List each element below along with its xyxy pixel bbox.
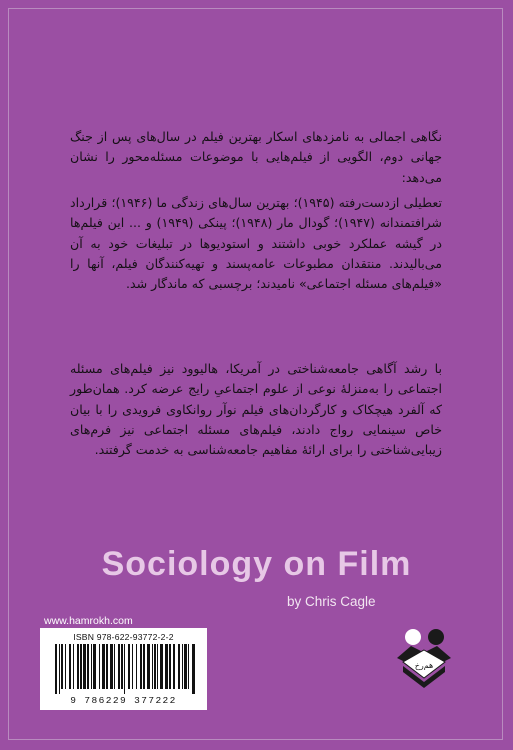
- barcode-bar: [73, 644, 74, 689]
- barcode-panel: [40, 628, 207, 710]
- barcode-bar: [132, 644, 133, 689]
- barcode-bar: [110, 644, 113, 689]
- barcode-bar: [157, 644, 158, 689]
- barcode-bar: [124, 644, 125, 694]
- book-title: Sociology on Film: [101, 545, 412, 583]
- barcode-bar: [93, 644, 96, 689]
- barcode-bar: [147, 644, 150, 689]
- isbn-number: ISBN 978-622-93772-2-2: [73, 632, 174, 642]
- barcode-bar: [80, 644, 82, 689]
- barcode-bar: [178, 644, 180, 689]
- barcode-bar: [114, 644, 115, 689]
- barcode-bar: [106, 644, 108, 689]
- barcode-bar: [154, 644, 156, 689]
- publisher-website[interactable]: www.hamrokh.com: [44, 615, 133, 627]
- barcode-bar: [55, 644, 57, 694]
- paragraph-film-list: [70, 193, 442, 294]
- paragraph-text: تعطیلی ازدست‌رفته (۱۹۴۵)؛ بهترین سال‌های زندگی ما (۱۹۴۶)؛ قرارداد شرافتمندانه (۱۹۴۷)؛ گودال مار (۱۹۴۸)؛ پینکی (۱۹۴۹) و ... این فیلم‌ها در گیشه عملکرد خوبی داشتند و استودیوها در تبلیغات خود به آن می‌بالیدند. منتقدان مطبوعات عامه‌پسند و تهیه‌کنندگان فیلم، آنها را «فیلم‌های مسئله اجتماعی» نامیدند؛ برچسبی که ماندگار شد.: [70, 195, 442, 292]
- paragraph-text: نگاهی اجمالی به نامزدهای اسکار بهترین فیلم در سال‌های پس از جنگ جهانی دوم، الگویی از فیلم‌هایی با موضوعات مسئله‌محور را نشان می‌دهد:: [70, 129, 442, 185]
- barcode-bar: [184, 644, 187, 689]
- paragraph-intro: [70, 127, 442, 188]
- author-byline: by Chris Cagle: [287, 594, 376, 609]
- barcode-bar: [165, 644, 168, 689]
- barcode-bar: [91, 644, 92, 689]
- barcode-bar: [192, 644, 195, 694]
- barcode-bar: [59, 644, 60, 694]
- barcode-bar: [65, 644, 66, 689]
- barcode-bar: [83, 644, 86, 689]
- barcode-bar: [143, 644, 145, 689]
- barcode-bar: [118, 644, 120, 689]
- barcode-digits: 9 786229 377222: [70, 695, 177, 706]
- barcode-bar: [169, 644, 171, 689]
- publisher-logo-icon: [393, 628, 455, 688]
- barcode-bar: [69, 644, 71, 689]
- logo-lettering: هم‌رخ: [414, 661, 434, 670]
- barcode-bar: [121, 644, 123, 689]
- barcode-bar: [99, 644, 100, 689]
- barcode-bar: [87, 644, 89, 689]
- barcode-bar: [140, 644, 142, 689]
- barcode-bar: [61, 644, 63, 689]
- barcode-bar: [128, 644, 130, 689]
- barcode-bar: [160, 644, 163, 689]
- barcode-bar: [182, 644, 183, 689]
- paragraph-hollywood: [70, 359, 442, 460]
- barcode-bar: [188, 644, 189, 689]
- barcode-bar: [102, 644, 105, 689]
- barcode-bar: [77, 644, 79, 689]
- barcode-bar: [173, 644, 175, 689]
- paragraph-text: با رشد آگاهی جامعه‌شناختی در آمریکا، هالیوود نیز فیلم‌های مسئله اجتماعی را به‌منزلهٔ نوعی از علوم اجتماعیِ رایج عرضه کرد. همان‌طور که آلفرد هیچکاک و کارگردان‌های فیلم نوآر روانکاوی فرویدی را با بیان خاص سینمایی رواج دادند، فیلم‌های مسئله اجتماعی نیز فرم‌های زیبایی‌شناختی را برای ارائهٔ مفاهیم جامعه‌شناسی به خدمت گرفتند.: [70, 361, 442, 458]
- barcode-icon: [51, 644, 197, 694]
- barcode-bar: [136, 644, 137, 689]
- barcode-bar: [152, 644, 153, 689]
